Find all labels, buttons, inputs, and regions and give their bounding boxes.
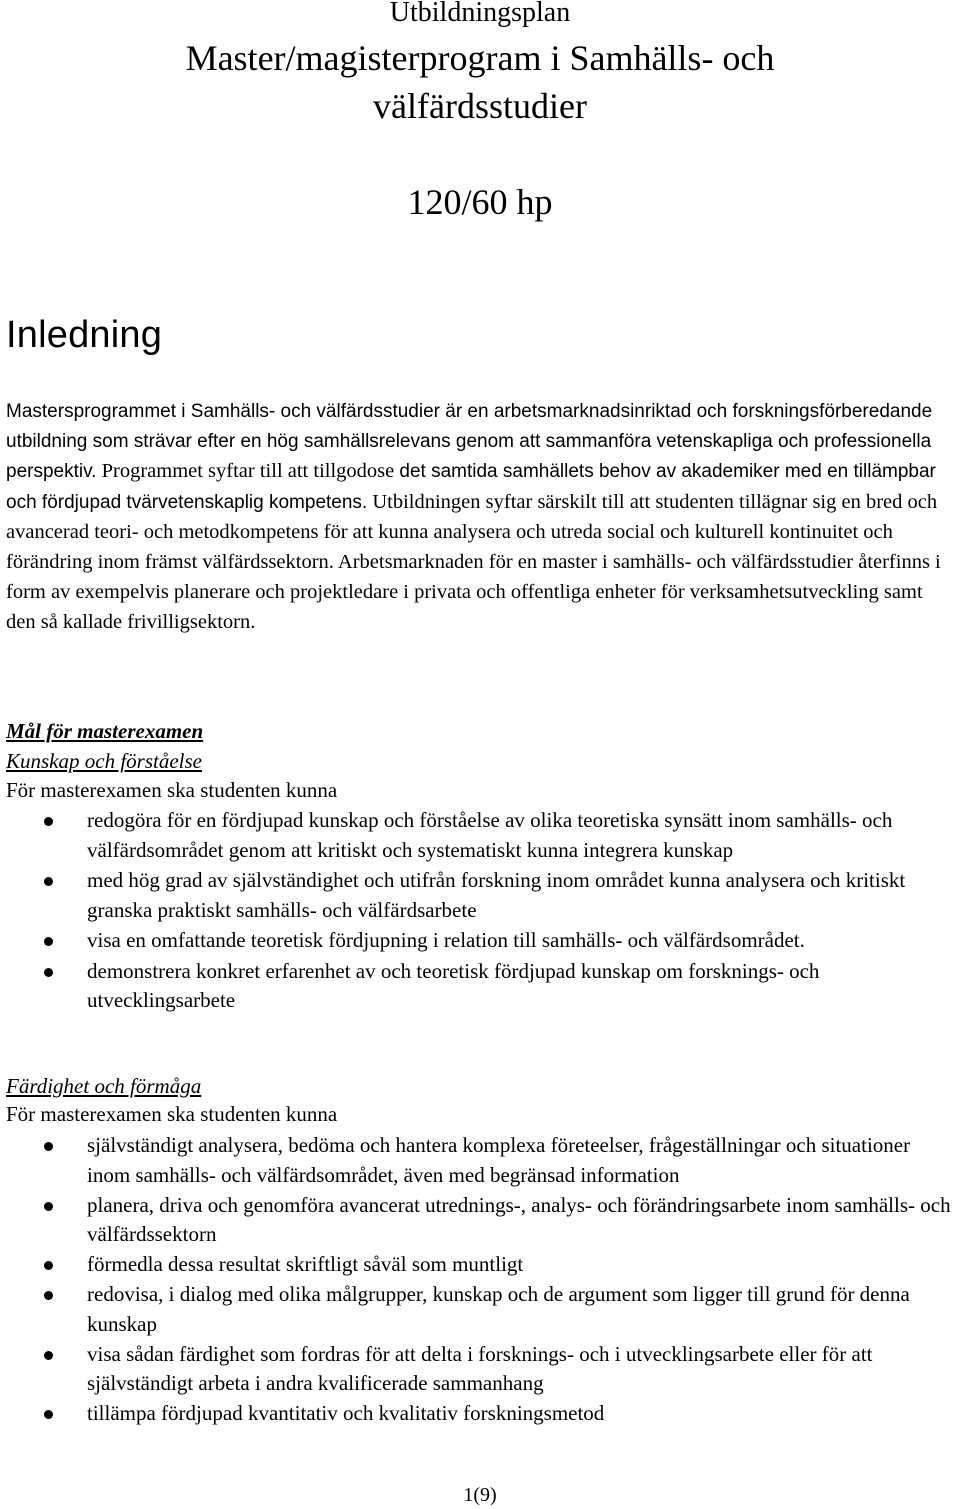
document-title-line1: Master/magisterprogram i Samhälls- och (185, 38, 775, 78)
document-title-line2: välfärdsstudier (373, 86, 587, 126)
list-item: med hög grad av självständighet och utifrån forskning inom området kunna analysera och kritiskt granska praktiskt samhälls- och välfärdsarbete (0, 866, 957, 925)
section-heading-intro: Inledning (6, 314, 163, 356)
lead-knowledge: För masterexamen ska studenten kunna (6, 778, 338, 802)
intro-text-3: det samtida samhällets behov av akademiker med en tillämpbar och fördjupad tvärvetenskaplig kompetens. (6, 461, 936, 513)
skills-list (0, 1131, 960, 1429)
knowledge-list (0, 806, 960, 1017)
bullet-icon (44, 817, 53, 826)
list-item: förmedla dessa resultat skriftligt såväl som muntligt (0, 1250, 957, 1280)
document-title (0, 34, 960, 130)
list-item: redogöra för en fördjupad kunskap och förståelse av olika teoretiska synsätt inom samhälls- och välfärdsområdet genom att kritiskt och systematiskt kunna integrera kunskap (0, 806, 957, 865)
intro-text-2: Programmet syftar till att tillgodose (96, 460, 400, 483)
subheading-knowledge: Kunskap och förståelse (6, 749, 202, 773)
list-item: planera, driva och genomföra avancerat utrednings-, analys- och förändringsarbete inom samhälls- och välfärdssektorn (0, 1191, 957, 1250)
page-number: 1(9) (463, 1484, 497, 1506)
credits: 120/60 hp (407, 182, 553, 222)
bullet-icon (44, 1202, 53, 1211)
lead-skills: För masterexamen ska studenten kunna (6, 1102, 338, 1126)
section-heading-goals: Mål för masterexamen (6, 719, 204, 743)
intro-paragraph (6, 397, 956, 639)
list-item: självständigt analysera, bedöma och hantera komplexa företeelser, frågeställningar och situationer inom samhälls- och välfärdsområdet, även med begränsad information (0, 1131, 957, 1190)
intro-text-4: Utbildningen syftar särskilt till att studenten tillägnar sig en bred och avancerad teori- och metodkompetens för att kunna analysera och utreda social och kulturell kontinuitet och förändring inom främst välfärdssektorn. (6, 490, 938, 574)
list-item: tillämpa fördjupad kvantitativ och kvalitativ forskningsmetod (0, 1399, 957, 1429)
bullet-icon (44, 1261, 53, 1270)
bullet-icon (44, 1142, 53, 1151)
intro-text-1: Mastersprogrammet i Samhälls- och välfärdsstudier är en arbetsmarknadsinriktad och forskningsförberedande utbildning som strävar efter en hög samhällsrelevans genom att sammanföra vetenskapliga och professionella perspektiv. (6, 401, 933, 483)
subheading-skills: Färdighet och förmåga (6, 1074, 202, 1098)
list-item: demonstrera konkret erfarenhet av och teoretisk fördjupad kunskap om forsknings- och utvecklingsarbete (0, 957, 957, 1016)
bullet-icon (44, 877, 53, 886)
bullet-icon (44, 1291, 53, 1300)
bullet-icon (44, 1351, 53, 1360)
document-type: Utbildningsplan (389, 0, 571, 28)
bullet-icon (44, 1410, 53, 1419)
list-item: visa en omfattande teoretisk fördjupning i relation till samhälls- och välfärdsområdet. (0, 926, 957, 956)
bullet-icon (44, 968, 53, 977)
bullet-icon (44, 937, 53, 946)
list-item: redovisa, i dialog med olika målgrupper, kunskap och de argument som ligger till grund för denna kunskap (0, 1280, 957, 1339)
list-item: visa sådan färdighet som fordras för att delta i forsknings- och i utvecklingsarbete eller för att självständigt arbeta i andra kvalificerade sammanhang (0, 1340, 957, 1399)
intro-text-5: Arbetsmarknaden för en master i samhälls- och välfärdsstudier återfinns i form av exempelvis planerare och projektledare i privata och offentliga enheter för verksamhetsutveckling samt den så kallade frivilligsektorn. (6, 551, 941, 634)
